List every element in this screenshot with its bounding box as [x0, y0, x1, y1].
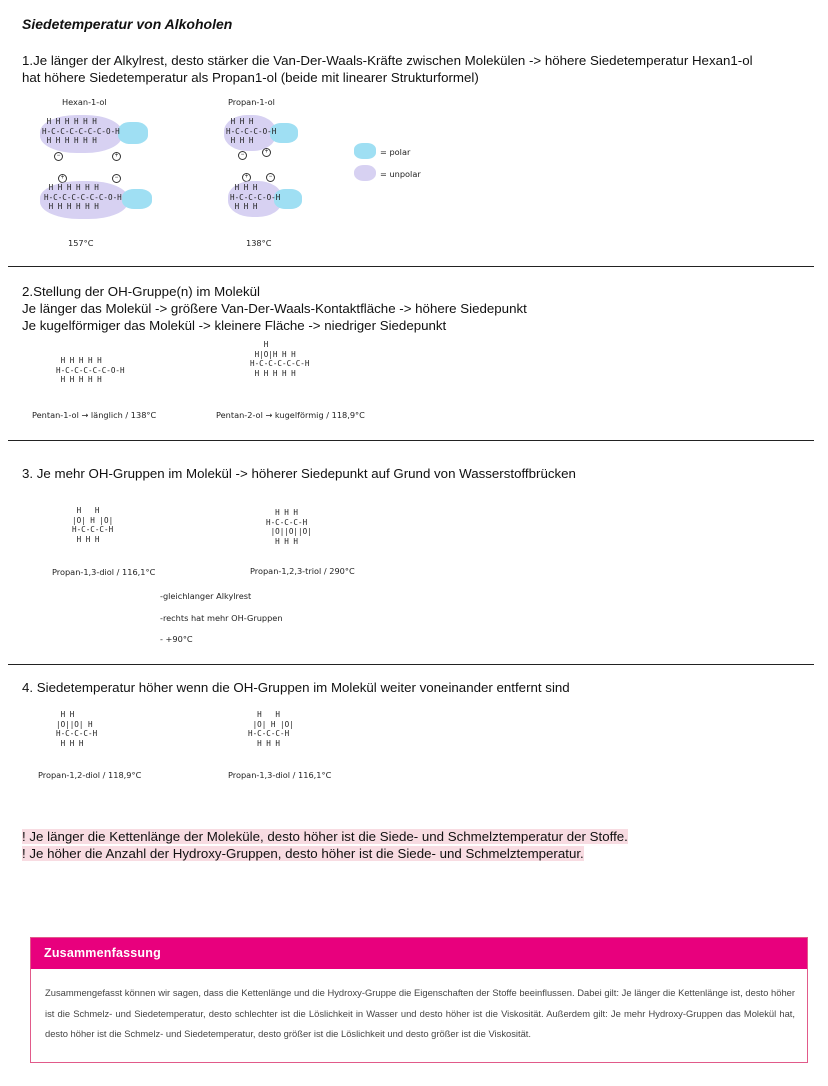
diol13-caption: Propan-1,3-diol / 116,1°C — [228, 770, 332, 780]
propanol-temp: 138°C — [246, 238, 272, 248]
hexanol-temp: 157°C — [68, 238, 94, 248]
partial-charge-minus: − — [112, 174, 121, 183]
diol12-caption: Propan-1,2-diol / 118,9°C — [38, 770, 142, 780]
divider — [8, 440, 814, 441]
section2-line1: 2.Stellung der OH-Gruppe(n) im Molekül — [22, 284, 260, 299]
propanol-formula: H H H H-C-C-C-O-H H H H — [226, 117, 277, 145]
legend-polar-label: = polar — [380, 147, 411, 157]
partial-charge-minus: − — [266, 173, 275, 182]
polar-region — [122, 189, 152, 209]
partial-charge-plus: + — [242, 173, 251, 182]
note-1: -gleichlanger Alkylrest — [160, 591, 252, 601]
partial-charge-plus: + — [262, 148, 271, 157]
section1-text — [22, 52, 822, 86]
section2-text — [22, 283, 822, 334]
page-title: Siedetemperatur von Alkoholen — [22, 16, 233, 32]
section2-line2: Je länger das Molekül -> größere Van-Der-Waals-Kontaktfläche -> höhere Siedepunkt — [22, 301, 527, 316]
section2-line3: Je kugelförmiger das Molekül -> kleinere Fläche -> niedriger Siedepunkt — [22, 318, 447, 333]
propan-1-2-diol-formula: H H |O||O| H H-C-C-C-H H H H — [56, 710, 98, 748]
partial-charge-plus: + — [58, 174, 67, 183]
polar-region — [118, 122, 148, 144]
propan-1-3-diol-formula: H H |O| H |O| H-C-C-C-H H H H — [248, 710, 294, 748]
note-2: -rechts hat mehr OH-Gruppen — [160, 613, 283, 623]
propanol-formula: H H H H-C-C-C-O-H H H H — [230, 183, 281, 211]
section1-line1: 1.Je länger der Alkylrest, desto stärker die Van-Der-Waals-Kräfte zwischen Molekülen -> höhere Siedetemperatur Hexan1-ol — [22, 53, 753, 68]
section3-line1: 3. Je mehr OH-Gruppen im Molekül -> höherer Siedepunkt auf Grund von Wasserstoffbrücken — [22, 466, 576, 481]
legend-unpolar-swatch — [354, 165, 376, 181]
note-3: - +90°C — [160, 634, 193, 644]
highlight-line2: ! Je höher die Anzahl der Hydroxy-Gruppen, desto höher ist die Siede- und Schmelztemperatur. — [22, 846, 584, 861]
pentan-1-ol-formula: H H H H H H-C-C-C-C-C-O-H H H H H H — [56, 356, 125, 384]
section4-line1: 4. Siedetemperatur höher wenn die OH-Gruppen im Molekül weiter voneinander entfernt sind — [22, 680, 570, 695]
legend-polar-swatch — [354, 143, 376, 159]
diol-caption: Propan-1,3-diol / 116,1°C — [52, 567, 156, 577]
summary-heading: Zusammenfassung — [31, 938, 807, 969]
highlight-line1: ! Je länger die Kettenlänge der Moleküle, desto höher ist die Siede- und Schmelztemperatur der Stoffe. — [22, 829, 628, 844]
hexanol-label: Hexan-1-ol — [62, 97, 107, 107]
propanol-label: Propan-1-ol — [228, 97, 275, 107]
triol-caption: Propan-1,2,3-triol / 290°C — [250, 566, 355, 576]
divider — [8, 266, 814, 267]
summary-text: Zusammengefasst können wir sagen, dass die Kettenlänge und die Hydroxy-Gruppe die Eigenschaften der Stoffe beeinflussen. Dabei gilt: Je länger die Kettenlänge ist, desto höher ist die Schmelz- und Siedetemperatur, desto schlechter ist die Löslichkeit in Wasser und desto höher ist die Viskosität. Außerdem gilt: Je mehr Hydroxy-Gruppen das Molekül hat, desto höher ist die Schmelz- und Siedetemperatur, desto größer ist die Löslichkeit und desto größer ist die Viskosität. — [45, 987, 795, 1039]
pentan-1-ol-caption: Pentan-1-ol → länglich / 138°C — [32, 410, 157, 420]
propan-1-3-diol-formula: H H |O| H |O| H-C-C-C-H H H H — [72, 506, 114, 544]
pentan-2-ol-formula: H H|O|H H H H-C-C-C-C-C-H H H H H H — [250, 340, 310, 378]
summary-box — [30, 937, 808, 1063]
partial-charge-minus: − — [54, 152, 63, 161]
partial-charge-minus: − — [238, 151, 247, 160]
legend-unpolar-label: = unpolar — [380, 169, 421, 179]
pentan-2-ol-caption: Pentan-2-ol → kugelförmig / 118,9°C — [216, 410, 365, 420]
divider — [8, 664, 814, 665]
hexanol-formula: H H H H H H H-C-C-C-C-C-C-O-H H H H H H H — [42, 117, 120, 145]
partial-charge-plus: + — [112, 152, 121, 161]
section1-line2: hat höhere Siedetemperatur als Propan1-ol (beide mit linearer Strukturformel) — [22, 70, 479, 85]
highlight-notes — [22, 828, 822, 862]
propan-1-2-3-triol-formula: H H H H-C-C-C-H |O||O||O| H H H — [266, 508, 312, 546]
hexanol-formula: H H H H H H H-C-C-C-C-C-C-O-H H H H H H H — [44, 183, 122, 211]
